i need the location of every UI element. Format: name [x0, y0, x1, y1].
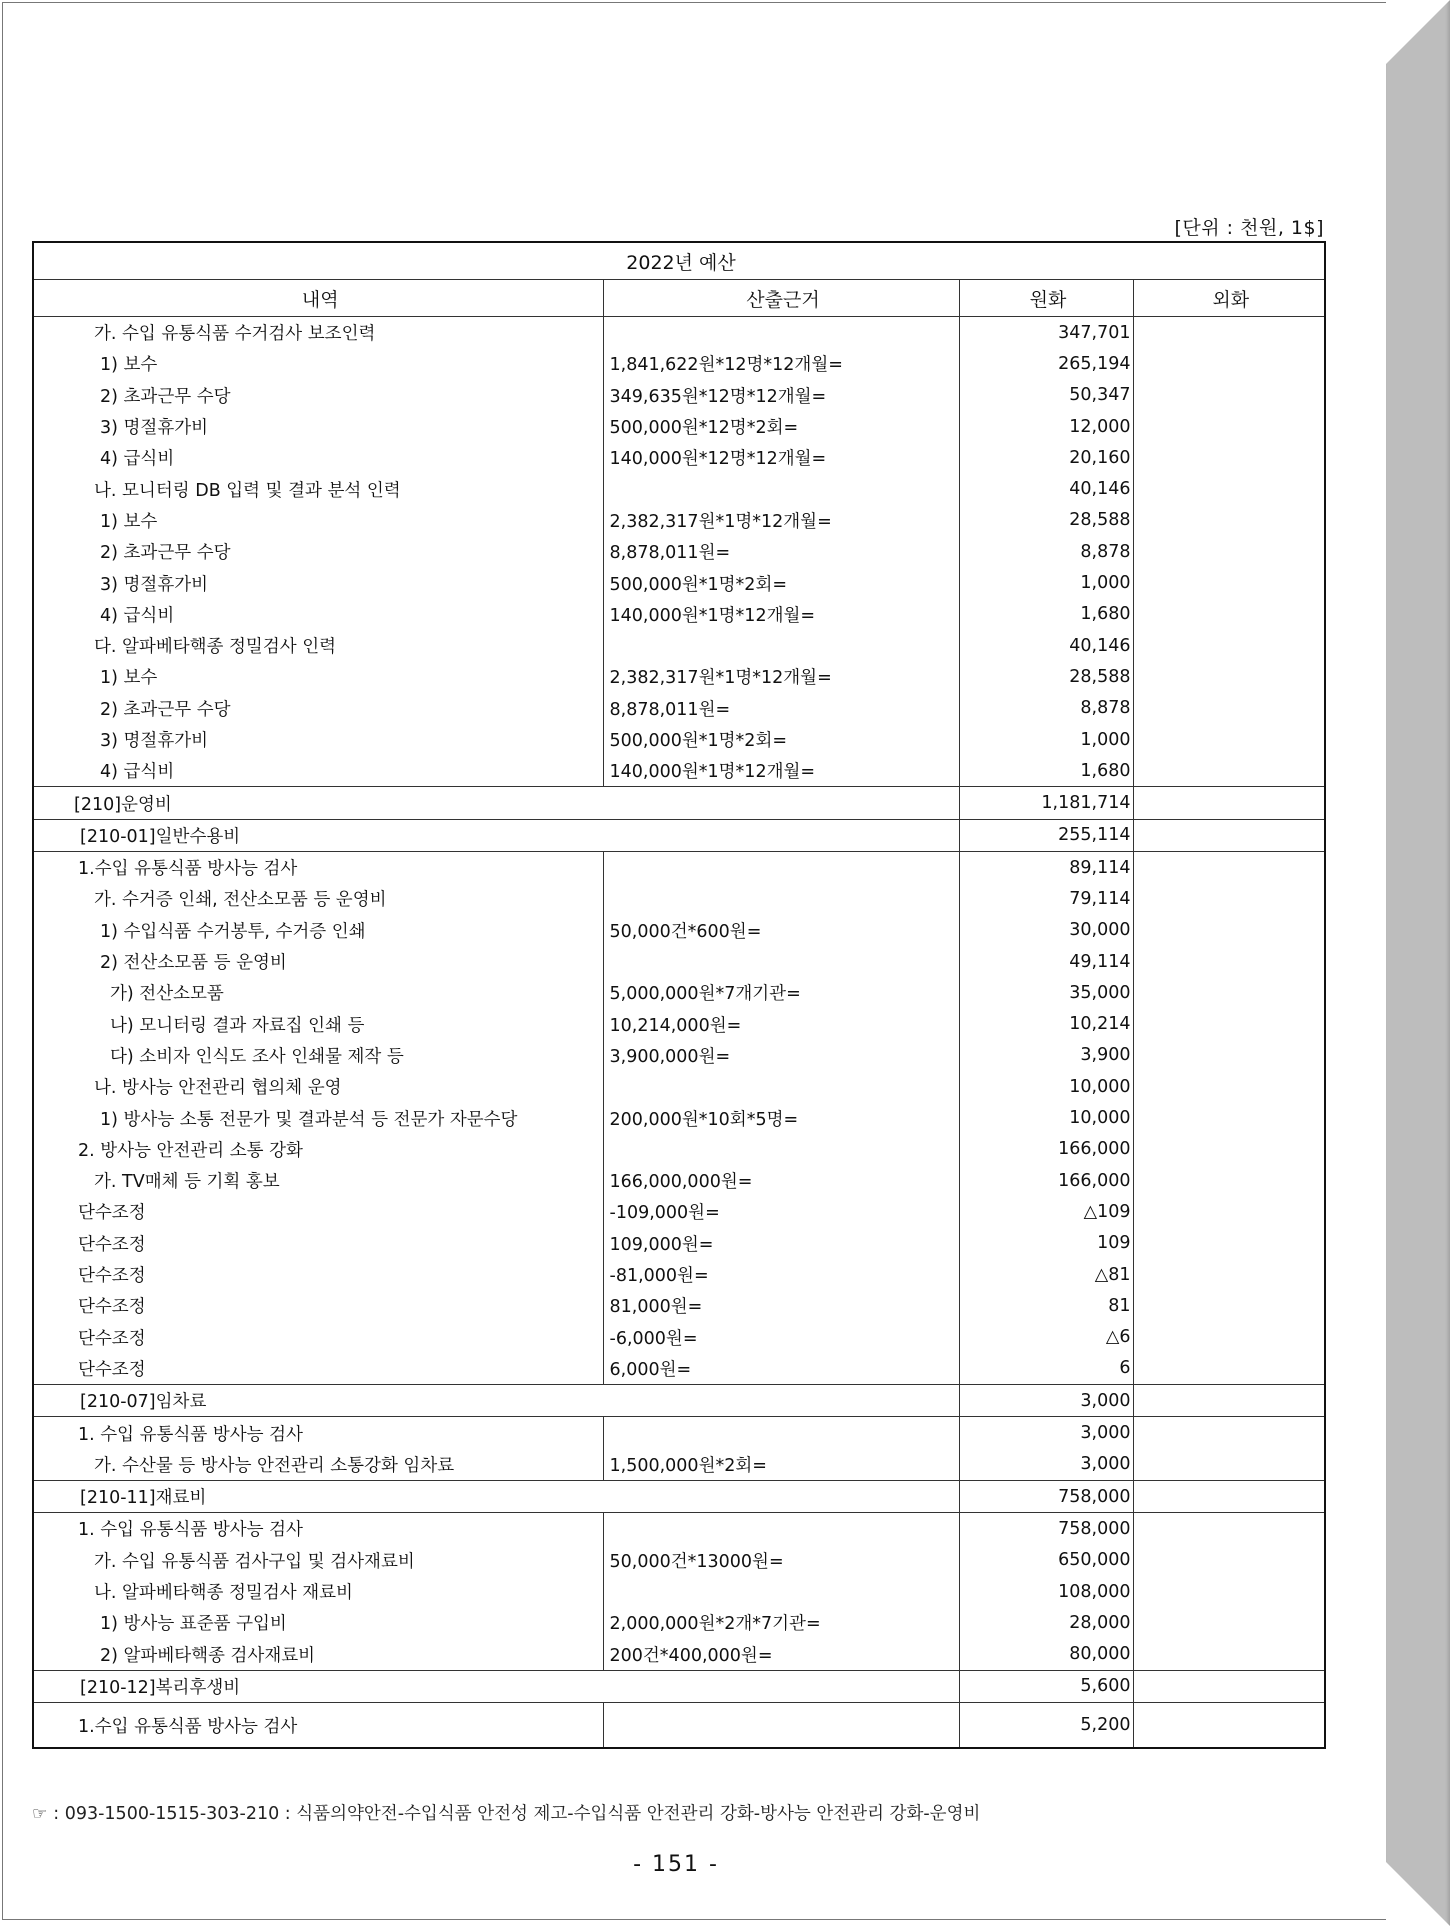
table-row [33, 1322, 1325, 1353]
cell-foreign [1133, 819, 1325, 851]
cell-krw: 28,588 [959, 661, 1133, 692]
cell-basis: 500,000원*1명*2회= [603, 567, 959, 598]
cell-description: 2) 초과근무 수당 [33, 380, 603, 411]
header-description: 내역 [33, 280, 603, 317]
cell-krw: 108,000 [959, 1576, 1133, 1607]
page-number: - 151 - [633, 1852, 719, 1877]
cell-krw: 89,114 [959, 852, 1133, 884]
cell-basis [603, 317, 959, 349]
pointing-hand-icon: ☞ [32, 1804, 48, 1824]
table-row [33, 852, 1325, 884]
cell-basis: 50,000건*600원= [603, 915, 959, 946]
cell-basis [603, 946, 959, 977]
cell-krw: 40,146 [959, 630, 1133, 661]
cell-basis: 349,635원*12명*12개월= [603, 380, 959, 411]
cell-krw: 3,900 [959, 1040, 1133, 1071]
table-row [33, 317, 1325, 349]
cell-krw: 81 [959, 1290, 1133, 1321]
cell-description: 나. 알파베타핵종 정밀검사 재료비 [33, 1576, 603, 1607]
table-row [33, 977, 1325, 1008]
cell-description: 나. 모니터링 DB 입력 및 결과 분석 인력 [33, 473, 603, 504]
cell-krw: 1,181,714 [959, 787, 1133, 819]
cell-basis: 2,000,000원*2개*7기관= [603, 1607, 959, 1638]
cell-description: [210]운영비 [33, 787, 959, 819]
cell-foreign [1133, 787, 1325, 819]
cell-basis: 8,878,011원= [603, 693, 959, 724]
cell-description: 2. 방사능 안전관리 소통 강화 [33, 1134, 603, 1165]
cell-description: 다) 소비자 인식도 조사 인쇄물 제작 등 [33, 1040, 603, 1071]
cell-basis: -6,000원= [603, 1322, 959, 1353]
table-row [33, 1040, 1325, 1071]
cell-description: 2) 초과근무 수당 [33, 536, 603, 567]
cell-basis: 500,000원*1명*2회= [603, 724, 959, 755]
cell-description: 단수조정 [33, 1228, 603, 1259]
footnote [32, 1800, 1332, 1825]
table-row [33, 442, 1325, 473]
cell-foreign [1133, 1576, 1325, 1607]
cell-description: 1.수입 유통식품 방사능 검사 [33, 1703, 603, 1749]
cell-basis: 500,000원*12명*2회= [603, 411, 959, 442]
table-row [33, 1545, 1325, 1576]
cell-description: 1) 보수 [33, 661, 603, 692]
cell-foreign [1133, 724, 1325, 755]
cell-description: [210-12]복리후생비 [33, 1670, 959, 1702]
cell-basis [603, 1513, 959, 1545]
cell-description: 단수조정 [33, 1322, 603, 1353]
cell-foreign [1133, 1385, 1325, 1417]
table-row [33, 1449, 1325, 1481]
cell-description: 다. 알파베타핵종 정밀검사 인력 [33, 630, 603, 661]
table-row [33, 1134, 1325, 1165]
cell-foreign [1133, 380, 1325, 411]
cell-description: 가. TV매체 등 기획 홍보 [33, 1165, 603, 1196]
cell-description: 1) 방사능 표준품 구입비 [33, 1607, 603, 1638]
table-row [33, 1513, 1325, 1545]
cell-foreign [1133, 915, 1325, 946]
cell-foreign [1133, 442, 1325, 473]
table-row [33, 567, 1325, 598]
table-title: 2022년 예산 [33, 242, 1325, 280]
cell-foreign [1133, 473, 1325, 504]
table-row [33, 915, 1325, 946]
cell-krw: 1,000 [959, 724, 1133, 755]
cell-foreign [1133, 505, 1325, 536]
cell-basis [603, 1071, 959, 1102]
cell-krw: 35,000 [959, 977, 1133, 1008]
cell-foreign [1133, 1703, 1325, 1749]
cell-foreign [1133, 1638, 1325, 1670]
cell-foreign [1133, 661, 1325, 692]
cell-foreign [1133, 1009, 1325, 1040]
table-row [33, 348, 1325, 379]
cell-foreign [1133, 348, 1325, 379]
table-row [33, 819, 1325, 851]
cell-krw: 1,680 [959, 599, 1133, 630]
cell-basis: 140,000원*1명*12개월= [603, 599, 959, 630]
cell-krw: 28,588 [959, 505, 1133, 536]
cell-basis [603, 1703, 959, 1749]
cell-krw: 10,000 [959, 1102, 1133, 1133]
cell-krw: 8,878 [959, 536, 1133, 567]
cell-foreign [1133, 411, 1325, 442]
cell-description: [210-07]임차료 [33, 1385, 959, 1417]
cell-basis [603, 1134, 959, 1165]
table-row [33, 1009, 1325, 1040]
cell-basis: 81,000원= [603, 1290, 959, 1321]
footnote-text: : 093-1500-1515-303-210 : 식품의약안전-수입식품 안전성 제고-수입식품 안전관리 강화-방사능 안전관리 강화-운영비 [53, 1804, 981, 1824]
cell-basis: 1,841,622원*12명*12개월= [603, 348, 959, 379]
table-row [33, 1703, 1325, 1749]
cell-krw: 10,214 [959, 1009, 1133, 1040]
cell-basis: -81,000원= [603, 1259, 959, 1290]
cell-description: 3) 명절휴가비 [33, 724, 603, 755]
cell-foreign [1133, 1196, 1325, 1227]
cell-basis [603, 852, 959, 884]
cell-foreign [1133, 1670, 1325, 1702]
cell-foreign [1133, 1449, 1325, 1481]
cell-description: [210-11]재료비 [33, 1480, 959, 1512]
cell-basis: 200,000원*10회*5명= [603, 1102, 959, 1133]
cell-foreign [1133, 1165, 1325, 1196]
cell-description: 나) 모니터링 결과 자료집 인쇄 등 [33, 1009, 603, 1040]
cell-description: 3) 명절휴가비 [33, 567, 603, 598]
cell-krw: 80,000 [959, 1638, 1133, 1670]
table-row [33, 1638, 1325, 1670]
cell-basis: 200건*400,000원= [603, 1638, 959, 1670]
table-row [33, 1102, 1325, 1133]
cell-description: 4) 급식비 [33, 755, 603, 787]
cell-krw: 1,680 [959, 755, 1133, 787]
table-row [33, 1353, 1325, 1385]
cell-krw: 30,000 [959, 915, 1133, 946]
cell-description: 단수조정 [33, 1290, 603, 1321]
cell-basis: 166,000,000원= [603, 1165, 959, 1196]
cell-krw: 650,000 [959, 1545, 1133, 1576]
cell-basis: 2,382,317원*1명*12개월= [603, 661, 959, 692]
table-row [33, 724, 1325, 755]
cell-description: 1) 보수 [33, 505, 603, 536]
cell-krw: 8,878 [959, 693, 1133, 724]
cell-description: 1) 보수 [33, 348, 603, 379]
table-row [33, 1385, 1325, 1417]
cell-basis: 3,900,000원= [603, 1040, 959, 1071]
cell-description: 단수조정 [33, 1353, 603, 1385]
cell-krw: 40,146 [959, 473, 1133, 504]
cell-foreign [1133, 1228, 1325, 1259]
cell-description: 가. 수거증 인쇄, 전산소모품 등 운영비 [33, 883, 603, 914]
table-row [33, 536, 1325, 567]
cell-description: 나. 방사능 안전관리 협의체 운영 [33, 1071, 603, 1102]
table-row [33, 630, 1325, 661]
cell-krw: 255,114 [959, 819, 1133, 851]
cell-foreign [1133, 1040, 1325, 1071]
header-foreign: 외화 [1133, 280, 1325, 317]
cell-foreign [1133, 630, 1325, 661]
table-row [33, 755, 1325, 787]
cell-foreign [1133, 1134, 1325, 1165]
table-row [33, 473, 1325, 504]
cell-description: 2) 전산소모품 등 운영비 [33, 946, 603, 977]
cell-foreign [1133, 1322, 1325, 1353]
cell-foreign [1133, 1607, 1325, 1638]
cell-basis [603, 1417, 959, 1449]
cell-krw: 5,600 [959, 1670, 1133, 1702]
table-row [33, 599, 1325, 630]
cell-description: 4) 급식비 [33, 599, 603, 630]
cell-basis: 5,000,000원*7개기관= [603, 977, 959, 1008]
table-row [33, 787, 1325, 819]
cell-krw: 79,114 [959, 883, 1133, 914]
table-row [33, 505, 1325, 536]
cell-foreign [1133, 1290, 1325, 1321]
table-row [33, 1576, 1325, 1607]
cell-foreign [1133, 1513, 1325, 1545]
cell-krw: 3,000 [959, 1417, 1133, 1449]
cell-description: 4) 급식비 [33, 442, 603, 473]
cell-basis [603, 1576, 959, 1607]
cell-basis: 1,500,000원*2회= [603, 1449, 959, 1481]
cell-krw: △6 [959, 1322, 1133, 1353]
cell-foreign [1133, 1102, 1325, 1133]
cell-krw: 6 [959, 1353, 1133, 1385]
cell-krw: 12,000 [959, 411, 1133, 442]
cell-description: 단수조정 [33, 1196, 603, 1227]
cell-basis: 2,382,317원*1명*12개월= [603, 505, 959, 536]
table-row [33, 1417, 1325, 1449]
cell-foreign [1133, 1480, 1325, 1512]
cell-description: 가. 수입 유통식품 수거검사 보조인력 [33, 317, 603, 349]
cell-foreign [1133, 317, 1325, 349]
cell-description: 3) 명절휴가비 [33, 411, 603, 442]
cell-krw: 3,000 [959, 1449, 1133, 1481]
cell-krw: 49,114 [959, 946, 1133, 977]
table-row [33, 661, 1325, 692]
table-row [33, 693, 1325, 724]
cell-description: 1.수입 유통식품 방사능 검사 [33, 852, 603, 884]
table-row [33, 946, 1325, 977]
table-row [33, 1607, 1325, 1638]
cell-basis: -109,000원= [603, 1196, 959, 1227]
cell-description: 1. 수입 유통식품 방사능 검사 [33, 1513, 603, 1545]
cell-description: 2) 알파베타핵종 검사재료비 [33, 1638, 603, 1670]
table-row [33, 380, 1325, 411]
cell-description: 가. 수산물 등 방사능 안전관리 소통강화 임차료 [33, 1449, 603, 1481]
cell-krw: 109 [959, 1228, 1133, 1259]
cell-krw: 265,194 [959, 348, 1133, 379]
cell-krw: △81 [959, 1259, 1133, 1290]
cell-description: 가) 전산소모품 [33, 977, 603, 1008]
table-row [33, 1480, 1325, 1512]
unit-note: [단위 : 천원, 1$] [1174, 217, 1324, 239]
cell-krw: 347,701 [959, 317, 1133, 349]
cell-foreign [1133, 883, 1325, 914]
cell-basis: 10,214,000원= [603, 1009, 959, 1040]
cell-foreign [1133, 1071, 1325, 1102]
cell-description: 1. 수입 유통식품 방사능 검사 [33, 1417, 603, 1449]
page-stack-edge [1386, 0, 1450, 1926]
cell-krw: 20,160 [959, 442, 1133, 473]
cell-basis [603, 883, 959, 914]
cell-foreign [1133, 693, 1325, 724]
cell-krw: 50,347 [959, 380, 1133, 411]
table-row [33, 1196, 1325, 1227]
cell-foreign [1133, 1545, 1325, 1576]
table-row [33, 1290, 1325, 1321]
cell-basis: 140,000원*12명*12개월= [603, 442, 959, 473]
cell-krw: 10,000 [959, 1071, 1133, 1102]
table-row [33, 883, 1325, 914]
cell-foreign [1133, 946, 1325, 977]
cell-basis: 50,000건*13000원= [603, 1545, 959, 1576]
table-row [33, 1259, 1325, 1290]
cell-krw: 758,000 [959, 1480, 1133, 1512]
cell-krw: 3,000 [959, 1385, 1133, 1417]
cell-foreign [1133, 852, 1325, 884]
cell-basis: 8,878,011원= [603, 536, 959, 567]
cell-foreign [1133, 755, 1325, 787]
cell-description: 1) 방사능 소통 전문가 및 결과분석 등 전문가 자문수당 [33, 1102, 603, 1133]
cell-basis: 6,000원= [603, 1353, 959, 1385]
budget-table [32, 241, 1326, 1749]
cell-krw: 166,000 [959, 1134, 1133, 1165]
header-krw: 원화 [959, 280, 1133, 317]
cell-description: 가. 수입 유통식품 검사구입 및 검사재료비 [33, 1545, 603, 1576]
table-row [33, 1228, 1325, 1259]
table-row [33, 1165, 1325, 1196]
cell-krw: 166,000 [959, 1165, 1133, 1196]
cell-description: 단수조정 [33, 1259, 603, 1290]
table-row [33, 1071, 1325, 1102]
cell-foreign [1133, 599, 1325, 630]
cell-basis [603, 473, 959, 504]
cell-krw: 1,000 [959, 567, 1133, 598]
cell-foreign [1133, 977, 1325, 1008]
cell-foreign [1133, 536, 1325, 567]
table-row [33, 411, 1325, 442]
cell-foreign [1133, 1259, 1325, 1290]
cell-basis [603, 630, 959, 661]
cell-foreign [1133, 1353, 1325, 1385]
header-basis: 산출근거 [603, 280, 959, 317]
cell-krw: △109 [959, 1196, 1133, 1227]
cell-description: 1) 수입식품 수거봉투, 수거증 인쇄 [33, 915, 603, 946]
cell-description: [210-01]일반수용비 [33, 819, 959, 851]
cell-krw: 758,000 [959, 1513, 1133, 1545]
table-row [33, 1670, 1325, 1702]
cell-krw: 28,000 [959, 1607, 1133, 1638]
cell-foreign [1133, 1417, 1325, 1449]
cell-foreign [1133, 567, 1325, 598]
cell-krw: 5,200 [959, 1703, 1133, 1749]
cell-description: 2) 초과근무 수당 [33, 693, 603, 724]
cell-basis: 109,000원= [603, 1228, 959, 1259]
cell-basis: 140,000원*1명*12개월= [603, 755, 959, 787]
